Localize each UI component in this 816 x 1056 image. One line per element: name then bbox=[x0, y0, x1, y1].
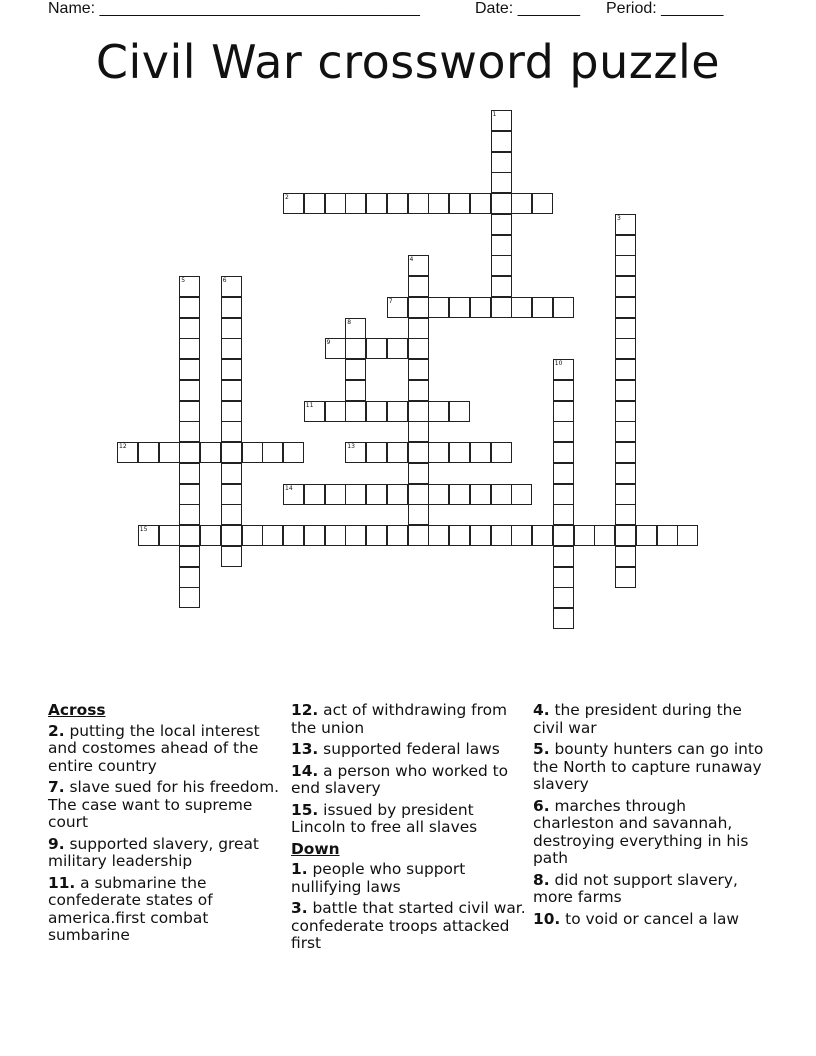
cell-number: 7 bbox=[388, 297, 393, 305]
grid-cell[interactable] bbox=[179, 276, 200, 297]
clue-column-2 bbox=[291, 702, 529, 957]
grid-cell[interactable] bbox=[179, 338, 200, 359]
grid-cell[interactable] bbox=[491, 110, 512, 131]
cell-number: 1 bbox=[492, 111, 497, 118]
clue-column-3 bbox=[533, 702, 771, 932]
grid-cell[interactable] bbox=[179, 463, 200, 484]
grid-cell[interactable] bbox=[428, 401, 449, 422]
grid-cell[interactable] bbox=[387, 484, 408, 505]
grid-cell[interactable] bbox=[325, 484, 346, 505]
grid-cell[interactable] bbox=[553, 608, 574, 629]
grid-cell[interactable] bbox=[532, 297, 553, 318]
grid-cell[interactable] bbox=[221, 297, 242, 318]
clue-number: 14. bbox=[291, 761, 319, 780]
grid-cell[interactable] bbox=[304, 525, 325, 546]
grid-cell[interactable] bbox=[179, 567, 200, 588]
clue-number: 7. bbox=[48, 778, 65, 796]
clue-across-9 bbox=[48, 836, 286, 871]
grid-cell[interactable] bbox=[491, 442, 512, 463]
grid-cell[interactable] bbox=[366, 193, 387, 214]
clue-text: battle that started civil war. confederate troops attacked first bbox=[291, 899, 526, 952]
grid-cell[interactable] bbox=[387, 442, 408, 463]
grid-cell[interactable] bbox=[221, 442, 242, 463]
grid-cell[interactable] bbox=[470, 525, 491, 546]
grid-cell[interactable] bbox=[242, 525, 263, 546]
grid-cell[interactable] bbox=[491, 172, 512, 193]
clue-text: people who support nullifying laws bbox=[291, 860, 466, 896]
grid-cell[interactable] bbox=[428, 297, 449, 318]
cell-number: 2 bbox=[285, 194, 289, 201]
clue-number: 9. bbox=[48, 834, 65, 853]
grid-cell[interactable] bbox=[491, 152, 512, 173]
grid-cell[interactable] bbox=[615, 297, 636, 318]
grid-cell[interactable] bbox=[159, 442, 180, 463]
clue-number: 13. bbox=[291, 740, 319, 758]
grid-cell[interactable] bbox=[511, 525, 532, 546]
clue-down-1 bbox=[291, 861, 529, 896]
grid-cell[interactable] bbox=[179, 442, 200, 463]
grid-cell[interactable] bbox=[532, 525, 553, 546]
grid-cell[interactable] bbox=[179, 504, 200, 525]
clue-column-1 bbox=[48, 702, 286, 949]
grid-cell[interactable] bbox=[408, 525, 429, 546]
clue-text: a submarine the confederate states of america.first combat sumbarine bbox=[48, 873, 213, 944]
grid-cell[interactable] bbox=[408, 421, 429, 442]
grid-cell[interactable] bbox=[345, 442, 366, 463]
grid-cell[interactable] bbox=[408, 504, 429, 525]
grid-cell[interactable] bbox=[449, 297, 470, 318]
grid-cell[interactable] bbox=[470, 484, 491, 505]
grid-cell[interactable] bbox=[408, 193, 429, 214]
grid-cell[interactable] bbox=[283, 442, 304, 463]
clue-number: 15. bbox=[291, 800, 319, 819]
grid-cell[interactable] bbox=[221, 401, 242, 422]
cell-number: 10 bbox=[554, 360, 563, 367]
grid-cell[interactable] bbox=[615, 463, 636, 484]
grid-cell[interactable] bbox=[491, 276, 512, 297]
grid-cell[interactable] bbox=[677, 525, 698, 546]
grid-cell[interactable] bbox=[345, 380, 366, 401]
clue-text: did not support slavery, more farms bbox=[533, 870, 738, 906]
grid-cell[interactable] bbox=[511, 484, 532, 505]
grid-cell[interactable] bbox=[221, 504, 242, 525]
grid-cell[interactable] bbox=[325, 338, 346, 359]
grid-cell[interactable] bbox=[449, 525, 470, 546]
grid-cell[interactable] bbox=[179, 318, 200, 339]
grid-cell[interactable] bbox=[428, 525, 449, 546]
grid-cell[interactable] bbox=[221, 463, 242, 484]
grid-cell[interactable] bbox=[221, 484, 242, 505]
across-heading: Across bbox=[48, 701, 106, 719]
grid-cell[interactable] bbox=[449, 193, 470, 214]
grid-cell[interactable] bbox=[511, 297, 532, 318]
grid-cell[interactable] bbox=[470, 442, 491, 463]
grid-cell[interactable] bbox=[366, 338, 387, 359]
grid-cell[interactable] bbox=[221, 525, 242, 546]
grid-cell[interactable] bbox=[553, 484, 574, 505]
grid-cell[interactable] bbox=[553, 525, 574, 546]
grid-cell[interactable] bbox=[304, 484, 325, 505]
grid-cell[interactable] bbox=[283, 193, 304, 214]
grid-cell[interactable] bbox=[117, 442, 138, 463]
grid-cell[interactable] bbox=[345, 338, 366, 359]
grid-cell[interactable] bbox=[345, 359, 366, 380]
clue-down-3 bbox=[291, 900, 529, 953]
clue-down-4 bbox=[533, 702, 771, 737]
page-title: Civil War crossword puzzle bbox=[95, 35, 721, 89]
clue-number: 6. bbox=[533, 796, 550, 815]
grid-cell[interactable] bbox=[491, 525, 512, 546]
clue-text: marches through charleston and savannah, destroying everything in his path bbox=[533, 796, 749, 867]
cell-number: 13 bbox=[347, 443, 355, 450]
grid-cell[interactable] bbox=[615, 276, 636, 297]
grid-cell[interactable] bbox=[262, 525, 283, 546]
grid-cell[interactable] bbox=[408, 318, 429, 339]
grid-cell[interactable] bbox=[428, 193, 449, 214]
grid-cell[interactable] bbox=[221, 276, 242, 297]
grid-cell[interactable] bbox=[179, 484, 200, 505]
grid-cell[interactable] bbox=[221, 359, 242, 380]
clue-number: 11. bbox=[48, 873, 76, 892]
grid-cell[interactable] bbox=[553, 504, 574, 525]
grid-cell[interactable] bbox=[511, 193, 532, 214]
grid-cell[interactable] bbox=[491, 214, 512, 235]
grid-cell[interactable] bbox=[470, 193, 491, 214]
grid-cell[interactable] bbox=[408, 359, 429, 380]
period-field[interactable]: Period: _______ bbox=[606, 0, 724, 17]
grid-cell[interactable] bbox=[408, 401, 429, 422]
grid-cell[interactable] bbox=[615, 525, 636, 546]
grid-cell[interactable] bbox=[138, 525, 159, 546]
clue-across-11 bbox=[48, 875, 286, 945]
grid-cell[interactable] bbox=[200, 525, 221, 546]
grid-cell[interactable] bbox=[449, 442, 470, 463]
grid-cell[interactable] bbox=[221, 338, 242, 359]
grid-cell[interactable] bbox=[615, 255, 636, 276]
clue-number: 5. bbox=[533, 740, 550, 758]
grid-cell[interactable] bbox=[491, 193, 512, 214]
clue-number: 10. bbox=[533, 909, 561, 928]
grid-cell[interactable] bbox=[615, 235, 636, 256]
grid-cell[interactable] bbox=[615, 442, 636, 463]
grid-cell[interactable] bbox=[179, 359, 200, 380]
cell-number: 12 bbox=[119, 443, 127, 450]
grid-cell[interactable] bbox=[408, 297, 429, 318]
cell-number: 15 bbox=[139, 526, 148, 533]
clue-text: the president during the civil war bbox=[533, 701, 742, 737]
grid-cell[interactable] bbox=[491, 484, 512, 505]
grid-cell[interactable] bbox=[615, 504, 636, 525]
cell-number: 11 bbox=[305, 401, 314, 409]
grid-cell[interactable] bbox=[366, 401, 387, 422]
clue-across-2 bbox=[48, 723, 286, 776]
grid-cell[interactable] bbox=[387, 193, 408, 214]
grid-cell[interactable] bbox=[221, 318, 242, 339]
clue-text: supported federal laws bbox=[323, 740, 500, 758]
grid-cell[interactable] bbox=[553, 567, 574, 588]
grid-cell[interactable] bbox=[553, 587, 574, 608]
cell-number: 5 bbox=[181, 277, 186, 284]
grid-cell[interactable] bbox=[615, 359, 636, 380]
clue-number: 4. bbox=[533, 701, 550, 719]
clue-number: 12. bbox=[291, 701, 319, 719]
grid-cell[interactable] bbox=[345, 318, 366, 339]
grid-cell[interactable] bbox=[491, 131, 512, 152]
cell-number: 14 bbox=[285, 484, 293, 492]
grid-cell[interactable] bbox=[553, 463, 574, 484]
clue-number: 1. bbox=[291, 860, 308, 878]
grid-cell[interactable] bbox=[615, 421, 636, 442]
grid-cell[interactable] bbox=[594, 525, 615, 546]
grid-cell[interactable] bbox=[200, 442, 221, 463]
grid-cell[interactable] bbox=[491, 235, 512, 256]
grid-cell[interactable] bbox=[428, 442, 449, 463]
grid-cell[interactable] bbox=[615, 380, 636, 401]
grid-cell[interactable] bbox=[408, 463, 429, 484]
grid-cell[interactable] bbox=[387, 401, 408, 422]
grid-cell[interactable] bbox=[159, 525, 180, 546]
grid-cell[interactable] bbox=[179, 525, 200, 546]
grid-cell[interactable] bbox=[221, 380, 242, 401]
grid-cell[interactable] bbox=[615, 338, 636, 359]
clue-across-14 bbox=[291, 763, 529, 798]
grid-cell[interactable] bbox=[325, 193, 346, 214]
grid-cell[interactable] bbox=[179, 297, 200, 318]
grid-cell[interactable] bbox=[387, 338, 408, 359]
grid-cell[interactable] bbox=[138, 442, 159, 463]
grid-cell[interactable] bbox=[179, 401, 200, 422]
down-heading: Down bbox=[291, 839, 340, 858]
clue-across-12 bbox=[291, 702, 529, 737]
grid-cell[interactable] bbox=[366, 484, 387, 505]
clue-down-10 bbox=[533, 911, 771, 929]
grid-cell[interactable] bbox=[221, 546, 242, 567]
clue-number: 2. bbox=[48, 721, 65, 740]
grid-cell[interactable] bbox=[615, 484, 636, 505]
name-field[interactable]: Name: ____________________________________ bbox=[48, 0, 420, 17]
grid-cell[interactable] bbox=[553, 401, 574, 422]
clue-text: issued by president Lincoln to free all slaves bbox=[291, 800, 478, 836]
grid-cell[interactable] bbox=[657, 525, 678, 546]
clue-text: bounty hunters can go into the North to capture runaway slavery bbox=[533, 740, 764, 793]
grid-cell[interactable] bbox=[408, 276, 429, 297]
grid-cell[interactable] bbox=[366, 442, 387, 463]
grid-cell[interactable] bbox=[636, 525, 657, 546]
grid-cell[interactable] bbox=[325, 401, 346, 422]
grid-cell[interactable] bbox=[387, 525, 408, 546]
grid-cell[interactable] bbox=[428, 484, 449, 505]
grid-cell[interactable] bbox=[387, 297, 408, 318]
grid-cell[interactable] bbox=[179, 380, 200, 401]
grid-cell[interactable] bbox=[553, 380, 574, 401]
grid-cell[interactable] bbox=[615, 567, 636, 588]
clue-number: 3. bbox=[291, 899, 308, 917]
grid-cell[interactable] bbox=[615, 214, 636, 235]
grid-cell[interactable] bbox=[553, 546, 574, 567]
grid-cell[interactable] bbox=[491, 297, 512, 318]
grid-cell[interactable] bbox=[179, 546, 200, 567]
clue-down-6 bbox=[533, 798, 771, 868]
clue-across-15 bbox=[291, 802, 529, 837]
clue-number: 8. bbox=[533, 870, 550, 889]
grid-cell[interactable] bbox=[615, 318, 636, 339]
clue-down-5 bbox=[533, 741, 771, 794]
grid-cell[interactable] bbox=[553, 297, 574, 318]
grid-cell[interactable] bbox=[179, 587, 200, 608]
grid-cell[interactable] bbox=[553, 442, 574, 463]
grid-cell[interactable] bbox=[553, 359, 574, 380]
grid-cell[interactable] bbox=[615, 401, 636, 422]
grid-cell[interactable] bbox=[366, 525, 387, 546]
clue-text: putting the local interest and costomes ahead of the entire country bbox=[48, 721, 260, 775]
clue-text: slave sued for his freedom. The case want to supreme court bbox=[48, 778, 279, 831]
cell-number: 3 bbox=[617, 214, 621, 222]
grid-cell[interactable] bbox=[449, 401, 470, 422]
grid-cell[interactable] bbox=[615, 546, 636, 567]
grid-cell[interactable] bbox=[408, 338, 429, 359]
grid-cell[interactable] bbox=[283, 484, 304, 505]
grid-cell[interactable] bbox=[408, 380, 429, 401]
grid-cell[interactable] bbox=[179, 421, 200, 442]
cell-number: 4 bbox=[409, 256, 414, 264]
clue-text: to void or cancel a law bbox=[565, 909, 739, 928]
grid-cell[interactable] bbox=[532, 193, 553, 214]
grid-cell[interactable] bbox=[262, 442, 283, 463]
clue-text: supported slavery, great military leadership bbox=[48, 834, 259, 870]
grid-cell[interactable] bbox=[449, 484, 470, 505]
grid-cell[interactable] bbox=[345, 193, 366, 214]
clue-across-7 bbox=[48, 779, 286, 832]
grid-cell[interactable] bbox=[304, 193, 325, 214]
grid-cell[interactable] bbox=[345, 484, 366, 505]
grid-cell[interactable] bbox=[221, 421, 242, 442]
grid-cell[interactable] bbox=[491, 255, 512, 276]
grid-cell[interactable] bbox=[553, 421, 574, 442]
grid-cell[interactable] bbox=[345, 525, 366, 546]
clue-across-13 bbox=[291, 741, 529, 759]
clue-down-8 bbox=[533, 872, 771, 907]
grid-cell[interactable] bbox=[325, 525, 346, 546]
cell-number: 6 bbox=[222, 277, 227, 284]
cell-number: 8 bbox=[347, 318, 352, 326]
grid-cell[interactable] bbox=[408, 442, 429, 463]
grid-cell[interactable] bbox=[304, 401, 325, 422]
grid-cell[interactable] bbox=[242, 442, 263, 463]
grid-cell[interactable] bbox=[470, 297, 491, 318]
clue-text: a person who worked to end slavery bbox=[291, 761, 509, 797]
grid-cell[interactable] bbox=[408, 255, 429, 276]
grid-cell[interactable] bbox=[574, 525, 595, 546]
cell-number: 9 bbox=[326, 339, 331, 347]
grid-cell[interactable] bbox=[408, 484, 429, 505]
date-field[interactable]: Date: _______ bbox=[475, 0, 580, 17]
grid-cell[interactable] bbox=[283, 525, 304, 546]
clue-text: act of withdrawing from the union bbox=[291, 701, 507, 737]
grid-cell[interactable] bbox=[345, 401, 366, 422]
